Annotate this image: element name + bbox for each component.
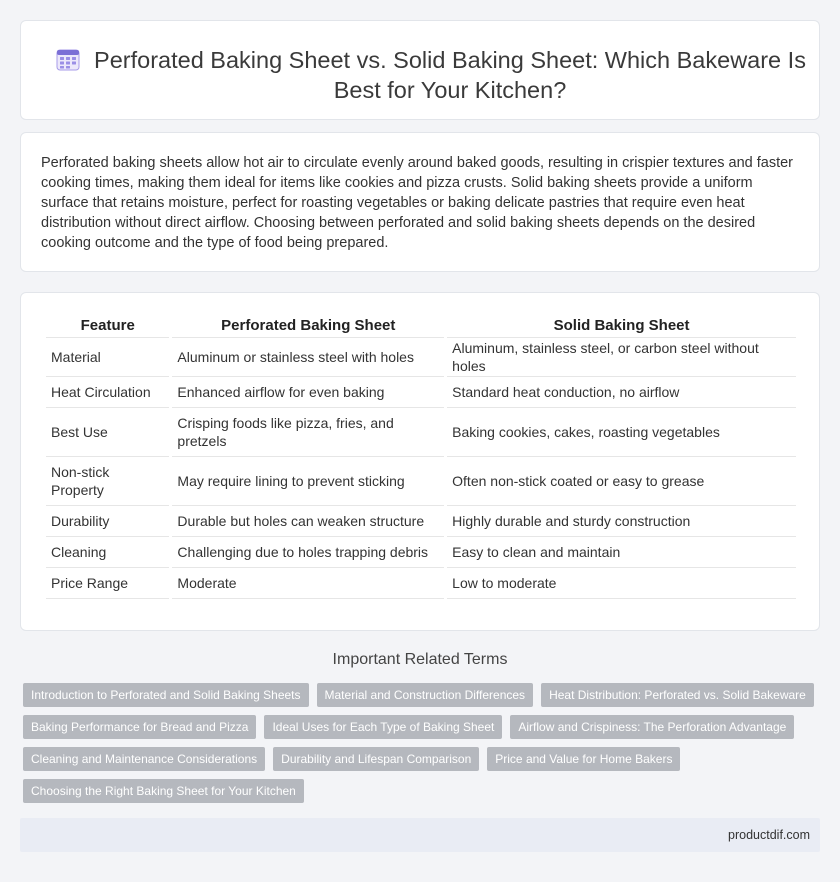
table-cell-feature: Material: [46, 338, 169, 377]
comparison-card: [20, 292, 820, 631]
table-cell-feature: Durability: [46, 506, 169, 537]
table-cell-feature: Non-stick Property: [46, 457, 169, 506]
page-title: Perforated Baking Sheet vs. Solid Baking Sheet: Which Bakeware Is Best for Your Kitchen?: [94, 47, 806, 103]
related-terms-heading: Important Related Terms: [332, 651, 508, 668]
intro-card: [20, 132, 820, 272]
table-row: [46, 457, 796, 506]
table-row: [46, 506, 796, 537]
related-term-tag[interactable]: Ideal Uses for Each Type of Baking Sheet: [264, 715, 502, 739]
title-card: [20, 20, 820, 120]
comparison-table: [43, 315, 799, 599]
table-cell-perforated: Crisping foods like pizza, fries, and pretzels: [172, 408, 444, 457]
header-perforated: Perforated Baking Sheet: [172, 315, 444, 338]
related-terms-list: [23, 683, 823, 803]
related-term-tag[interactable]: Heat Distribution: Perforated vs. Solid Bakeware: [541, 683, 814, 707]
table-cell-feature: Best Use: [46, 408, 169, 457]
table-cell-perforated: Durable but holes can weaken structure: [172, 506, 444, 537]
related-term-tag[interactable]: Cleaning and Maintenance Considerations: [23, 747, 265, 771]
table-cell-feature: Heat Circulation: [46, 377, 169, 408]
table-row: [46, 338, 796, 377]
table-cell-solid: Easy to clean and maintain: [447, 537, 796, 568]
related-term-tag[interactable]: Price and Value for Home Bakers: [487, 747, 680, 771]
table-cell-perforated: May require lining to prevent sticking: [172, 457, 444, 506]
table-cell-perforated: Aluminum or stainless steel with holes: [172, 338, 444, 377]
related-term-tag[interactable]: Choosing the Right Baking Sheet for Your Kitchen: [23, 779, 304, 803]
header-feature: Feature: [46, 315, 169, 338]
table-header-row: [46, 315, 796, 338]
table-cell-feature: Cleaning: [46, 537, 169, 568]
intro-paragraph: Perforated baking sheets allow hot air to circulate evenly around baked goods, resulting in crispier textures and faster cooking times, making them ideal for items like cookies and pizza crusts. Solid baking sheets provide a uniform surface that retains moisture, perfect for roasting vegetables or baking delicate pastries that require even heat distribution without direct airflow. Choosing between perforated and solid baking sheets depends on the desired cooking outcome and the type of food being prepared.: [41, 155, 794, 251]
site-name: productdif.com: [728, 828, 810, 842]
table-cell-solid: Aluminum, stainless steel, or carbon steel without holes: [447, 338, 796, 377]
table-cell-solid: Highly durable and sturdy construction: [447, 506, 796, 537]
table-cell-feature: Price Range: [46, 568, 169, 599]
table-cell-solid: Often non-stick coated or easy to grease: [447, 457, 796, 506]
related-term-tag[interactable]: Airflow and Crispiness: The Perforation Advantage: [510, 715, 794, 739]
table-row: [46, 377, 796, 408]
related-term-tag[interactable]: Baking Performance for Bread and Pizza: [23, 715, 256, 739]
header-solid: Solid Baking Sheet: [447, 315, 796, 338]
table-cell-perforated: Enhanced airflow for even baking: [172, 377, 444, 408]
table-row: [46, 408, 796, 457]
related-term-tag[interactable]: Durability and Lifespan Comparison: [273, 747, 479, 771]
table-cell-perforated: Challenging due to holes trapping debris: [172, 537, 444, 568]
footer: [20, 818, 820, 852]
table-cell-solid: Standard heat conduction, no airflow: [447, 377, 796, 408]
table-cell-perforated: Moderate: [172, 568, 444, 599]
related-term-tag[interactable]: Introduction to Perforated and Solid Baking Sheets: [23, 683, 309, 707]
table-cell-solid: Baking cookies, cakes, roasting vegetables: [447, 408, 796, 457]
table-cell-solid: Low to moderate: [447, 568, 796, 599]
related-term-tag[interactable]: Material and Construction Differences: [317, 683, 534, 707]
table-row: [46, 537, 796, 568]
table-row: [46, 568, 796, 599]
calendar-grid-icon: [56, 48, 80, 72]
